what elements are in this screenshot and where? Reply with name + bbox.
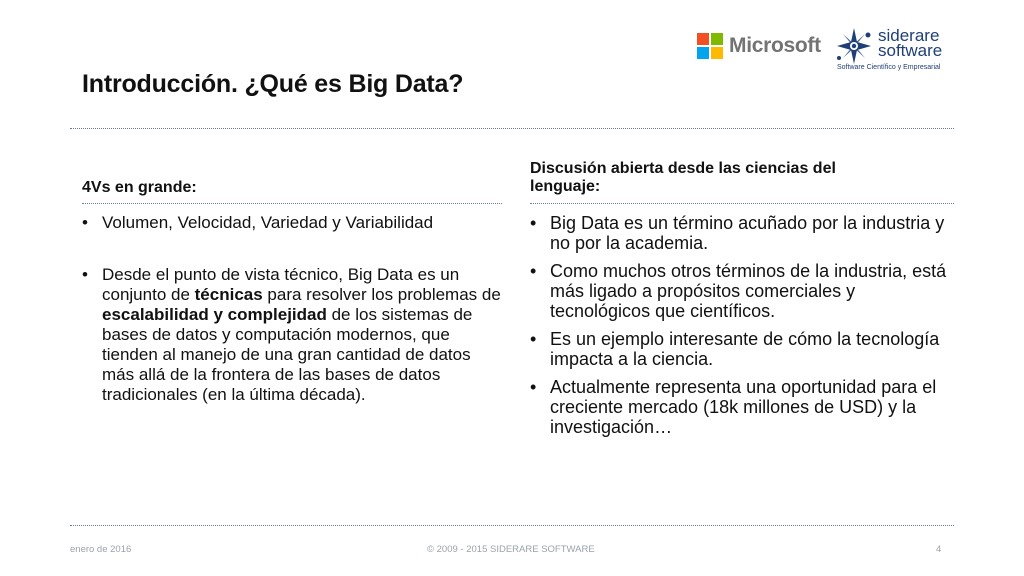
list-item: • Es un ejemplo interesante de cómo la tecnología impacta a la ciencia. — [530, 329, 950, 369]
list-item: • Como muchos otros términos de la industria, está más ligado a propósitos comerciales y tecnológicos que científicos. — [530, 261, 950, 321]
footer-divider — [70, 525, 954, 526]
right-heading-divider — [530, 203, 954, 204]
slide-title: Introducción. ¿Qué es Big Data? — [82, 70, 464, 98]
microsoft-logo — [697, 33, 821, 59]
left-heading-divider — [82, 203, 502, 204]
siderare-logo-name: siderare software — [878, 26, 943, 60]
siderare-logo-tagline: Software Científico y Empresarial — [837, 64, 941, 71]
right-bullet-list — [530, 213, 950, 445]
list-item: • Desde el punto de vista técnico, Big Data es un conjunto de técnicas para resolver los problemas de escalabilidad y complejidad de los sistemas de bases de datos y computación modernos, que tienden al manejo de una gran cantidad de datos más allá de la frontera de las bases de datos tradicionales (en la última década). — [82, 265, 502, 405]
left-bullet-list — [82, 213, 502, 405]
microsoft-logo-text: Microsoft — [729, 34, 821, 57]
list-item: • Volumen, Velocidad, Variedad y Variabilidad — [82, 213, 502, 233]
footer-copyright: © 2009 - 2015 SIDERARE SOFTWARE — [427, 544, 595, 555]
title-divider — [70, 128, 954, 129]
siderare-logo — [833, 28, 958, 76]
footer-date: enero de 2016 — [70, 544, 132, 555]
right-column-heading: Discusión abierta desde las ciencias del lenguaje: — [530, 160, 836, 195]
list-item: • Actualmente representa una oportunidad para el creciente mercado (18k millones de USD) y la investigación… — [530, 377, 950, 437]
list-item: • Big Data es un término acuñado por la industria y no por la academia. — [530, 213, 950, 253]
page-number: 4 — [936, 544, 942, 555]
star-compass-icon — [833, 28, 875, 64]
left-column-heading: 4Vs en grande: — [82, 179, 197, 196]
microsoft-windows-icon — [697, 33, 723, 59]
